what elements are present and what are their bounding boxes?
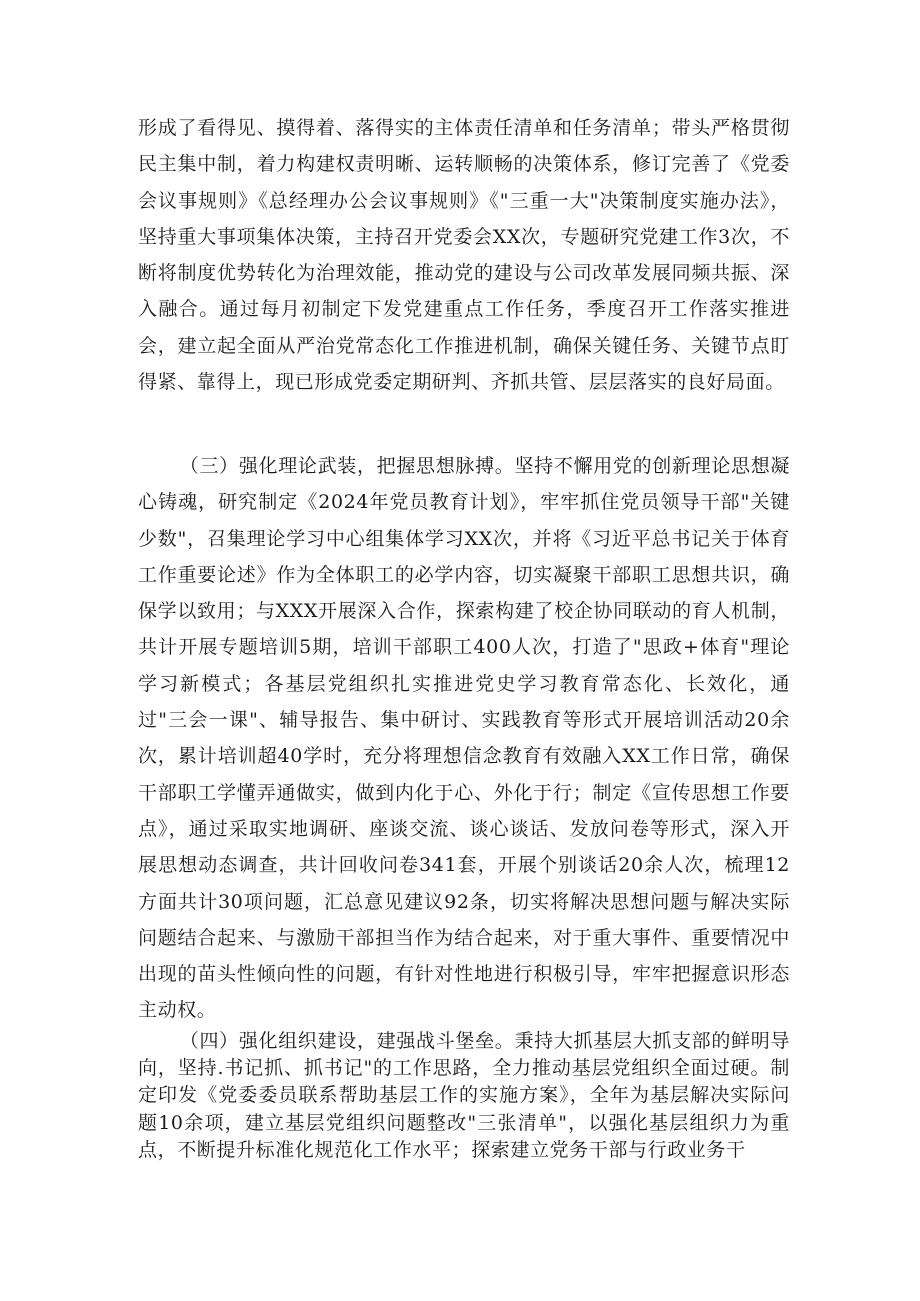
paragraph-responsibility: 形成了看得见、摸得着、落得实的主体责任清单和任务清单；带头严格贯彻民主集中制，着力构建权责明晰、运转顺畅的决策体系，修订完善了《党委会议事规则》《总经理办公会议事规则》《"三重一大"决策制度实施办法》，坚持重大事项集体决策，主持召开党委会XX次，专题研究党建工作3次，不断将制度优势转化为治理效能，推动党的建设与公司改革发展同频共振、深入融合。通过每月初制定下发党建重点工作任务，季度召开工作落实推进会，建立起全面从严治党常态化工作推进机制，确保关键任务、关键节点盯得紧、靠得上，现已形成党委定期研判、齐抓共管、层层落实的良好局面。 bbox=[138, 117, 790, 394]
paragraph-theory-study: （三）强化理论武装，把握思想脉搏。坚持不懈用党的创新理论思想凝心铸魂，研究制定《2024年党员教育计划》，牢牢抓住党员领导干部"关键少数"，召集理论学习中心组集体学习XX次，并将《习近平总书记关于体育工作重要论述》作为全体职工的必学内容，切实凝聚干部职工思想共识，确保学以致用；与XXX开展深入合作，探索构建了校企协同联动的育人机制，共计开展专题培训5期，培训干部职工400人次，打造了"思政+体育"理论学习新模式；各基层党组织扎实推进党史学习教育常态化、长效化，通过"三会一课"、辅导报告、集中研讨、实践教育等形式开展培训活动20余次，累计培训超40学时，充分将理想信念教育有效融入XX工作日常，确保干部职工学懂弄通做实，做到内化于心、外化于行；制定《宣传思想工作要点》，通过采取实地调研、座谈交流、谈心谈话、发放问卷等形式，深入开展思想动态调查，共计回收问卷341套，开展个别谈话20余人次，梳理12方面共计30项问题，汇总意见建议92条，切实将解决思想问题与解决实际问题结合起来、与激励干部担当作为结合起来，对于重大事件、重要情况中出现的苗头性倾向性的问题，有针对性地进行积极引导，牢牢把握意识形态主动权。 bbox=[138, 455, 790, 1022]
paragraph-organization-building: （四）强化组织建设，建强战斗堡垒。秉持大抓基层大抓支部的鲜明导向，坚持.书记抓、抓书记"的工作思路，全力推动基层党组织全面过硬。制定印发《党委委员联系帮助基层工作的实施方案》，全年为基层解决实际问题10余项，建立基层党组织问题整改"三张清单"，以强化基层组织力为重点，不断提升标准化规范化工作水平；探索建立党务干部与行政业务干 bbox=[138, 1030, 790, 1161]
